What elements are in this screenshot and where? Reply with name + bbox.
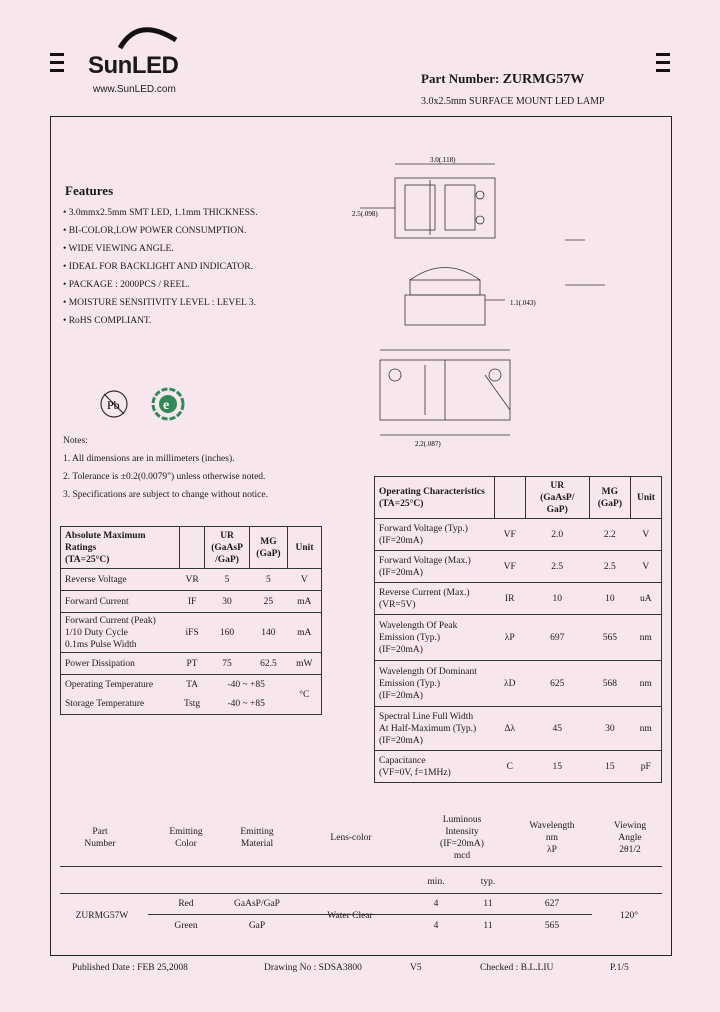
- op-col-mg: MG (GaP): [589, 477, 630, 519]
- table-row: Storage Temperature Tstg -40 ~ +85: [61, 695, 322, 715]
- feature-item: • BI-COLOR,LOW POWER CONSUMPTION.: [63, 226, 247, 236]
- sel-color: Red: [178, 899, 194, 909]
- sel-header-angle: Viewing Angle 2θ1/2: [613, 821, 647, 855]
- abs-max-table: [60, 526, 322, 715]
- footer-version: V5: [410, 963, 422, 973]
- table-row: Forward Current IF 30 25 mA: [61, 591, 322, 613]
- table-row: Spectral Line Full Width At Half-Maximum (Typ.) (IF=20mA) Δλ 45 30 nm: [375, 707, 662, 751]
- logo-arc-icon: [118, 22, 178, 50]
- note-item: 3. Specifications are subject to change without notice.: [63, 490, 268, 500]
- sel-header-wavelength: Wavelength nm λP: [529, 821, 575, 855]
- op-col-ur: UR (GaAsP/ GaP): [525, 477, 589, 519]
- op-char-table: [374, 476, 662, 783]
- notes-title: Notes:: [63, 436, 88, 446]
- rohs-label: e: [163, 398, 170, 413]
- sel-typ: 11: [483, 921, 493, 931]
- table-row: Operating Temperature TA -40 ~ +85 °C: [61, 675, 322, 695]
- sel-material: GaAsP/GaP: [234, 899, 280, 909]
- right-bar-marks: [656, 53, 670, 77]
- sel-lens: Water Clear: [327, 911, 373, 921]
- sel-header-material: Emitting Material: [240, 827, 274, 849]
- table-row: Reverse Current (Max.) (VR=5V) IR 10 10 uA: [375, 583, 662, 615]
- pb-free-label: Pb: [107, 398, 120, 412]
- table-row: Forward Current (Peak) 1/10 Duty Cycle 0.1ms Pulse Width iFS 160 140 mA: [61, 613, 322, 653]
- sel-angle: 120°: [619, 911, 639, 921]
- dim-bottom-label: 2.2(.087): [415, 440, 441, 448]
- sel-wavelength: 627: [544, 899, 560, 909]
- feature-item: • 3.0mmx2.5mm SMT LED, 1.1mm THICKNESS.: [63, 208, 258, 218]
- sel-header-part: Part Number: [84, 827, 116, 849]
- footer-page: P.1/5: [610, 963, 629, 973]
- sel-min: 4: [433, 899, 439, 909]
- features-title: Features: [65, 183, 114, 198]
- table-row: Wavelength Of Peak Emission (Typ.) (IF=20mA) λP 697 565 nm: [375, 615, 662, 661]
- table-row: Wavelength Of Dominant Emission (Typ.) (IF=20mA) λD 625 568 nm: [375, 661, 662, 707]
- sel-typ: 11: [483, 899, 493, 909]
- abs-col-unit: Unit: [288, 527, 322, 569]
- abs-col-ur: UR (GaAsP /GaP): [205, 527, 250, 569]
- feature-item: • WIDE VIEWING ANGLE.: [63, 244, 174, 254]
- part-number-header: [421, 71, 584, 88]
- sel-wavelength: 565: [544, 921, 560, 931]
- footer-drawing: Drawing No : SDSA3800: [264, 963, 362, 973]
- table-row: Power Dissipation PT 75 62.5 mW: [61, 653, 322, 675]
- note-item: 1. All dimensions are in millimeters (inches).: [63, 454, 235, 464]
- feature-item: • IDEAL FOR BACKLIGHT AND INDICATOR.: [63, 262, 253, 272]
- footer-checked: Checked : B.L.LIU: [480, 963, 554, 973]
- feature-item: • MOISTURE SENSITIVITY LEVEL : LEVEL 3.: [63, 298, 257, 308]
- sel-color: Green: [174, 921, 198, 931]
- package-drawing: [350, 150, 650, 450]
- op-col-unit: Unit: [631, 477, 662, 519]
- part-number-value: ZURMG57W: [502, 72, 585, 87]
- sel-header-lens: Lens-color: [330, 833, 372, 843]
- notes: [63, 432, 268, 504]
- divider: [60, 866, 662, 867]
- sel-header-typ: typ.: [480, 877, 496, 887]
- table-row: Reverse Voltage VR 5 5 V: [61, 569, 322, 591]
- dim-left-label: 2.5(.098): [352, 210, 378, 218]
- sel-header-color: Emitting Color: [169, 827, 203, 849]
- footer-published: Published Date : FEB 25,2008: [72, 963, 188, 973]
- sel-min: 4: [433, 921, 439, 931]
- rohs-icon: [150, 386, 186, 422]
- op-char-title: Operating Characteristics (TA=25°C): [375, 477, 495, 519]
- pb-free-icon: [98, 388, 130, 420]
- left-bar-marks: [50, 53, 64, 77]
- sel-part: ZURMG57W: [75, 911, 129, 921]
- divider: [148, 914, 592, 915]
- dim-top-label: 3.0(.118): [430, 156, 456, 164]
- table-row: Forward Voltage (Typ.) (IF=20mA) VF 2.0 2.2 V: [375, 519, 662, 551]
- divider: [60, 893, 662, 894]
- sel-header-min: min.: [427, 877, 445, 887]
- features-list: [63, 204, 258, 330]
- part-number-label: Part Number:: [421, 71, 500, 86]
- logo-text: SunLED: [88, 52, 179, 79]
- subtitle: 3.0x2.5mm SURFACE MOUNT LED LAMP: [421, 96, 605, 107]
- logo-url: www.SunLED.com: [93, 84, 176, 95]
- feature-item: • RoHS COMPLIANT.: [63, 316, 152, 326]
- note-item: 2. Tolerance is ±0.2(0.0079") unless otherwise noted.: [63, 472, 266, 482]
- dim-side-label: 1.1(.043): [510, 299, 536, 307]
- sel-header-intensity: Luminous Intensity (IF=20mA) mcd: [440, 815, 484, 861]
- feature-item: • PACKAGE : 2000PCS / REEL.: [63, 280, 190, 290]
- table-row: Forward Voltage (Max.) (IF=20mA) VF 2.5 2.5 V: [375, 551, 662, 583]
- abs-col-mg: MG (GaP): [249, 527, 287, 569]
- table-row: Capacitance (VF=0V, f=1MHz) C 15 15 pF: [375, 751, 662, 783]
- sel-material: GaP: [248, 921, 266, 931]
- abs-max-title: Absolute Maximum Ratings (TA=25°C): [61, 527, 180, 569]
